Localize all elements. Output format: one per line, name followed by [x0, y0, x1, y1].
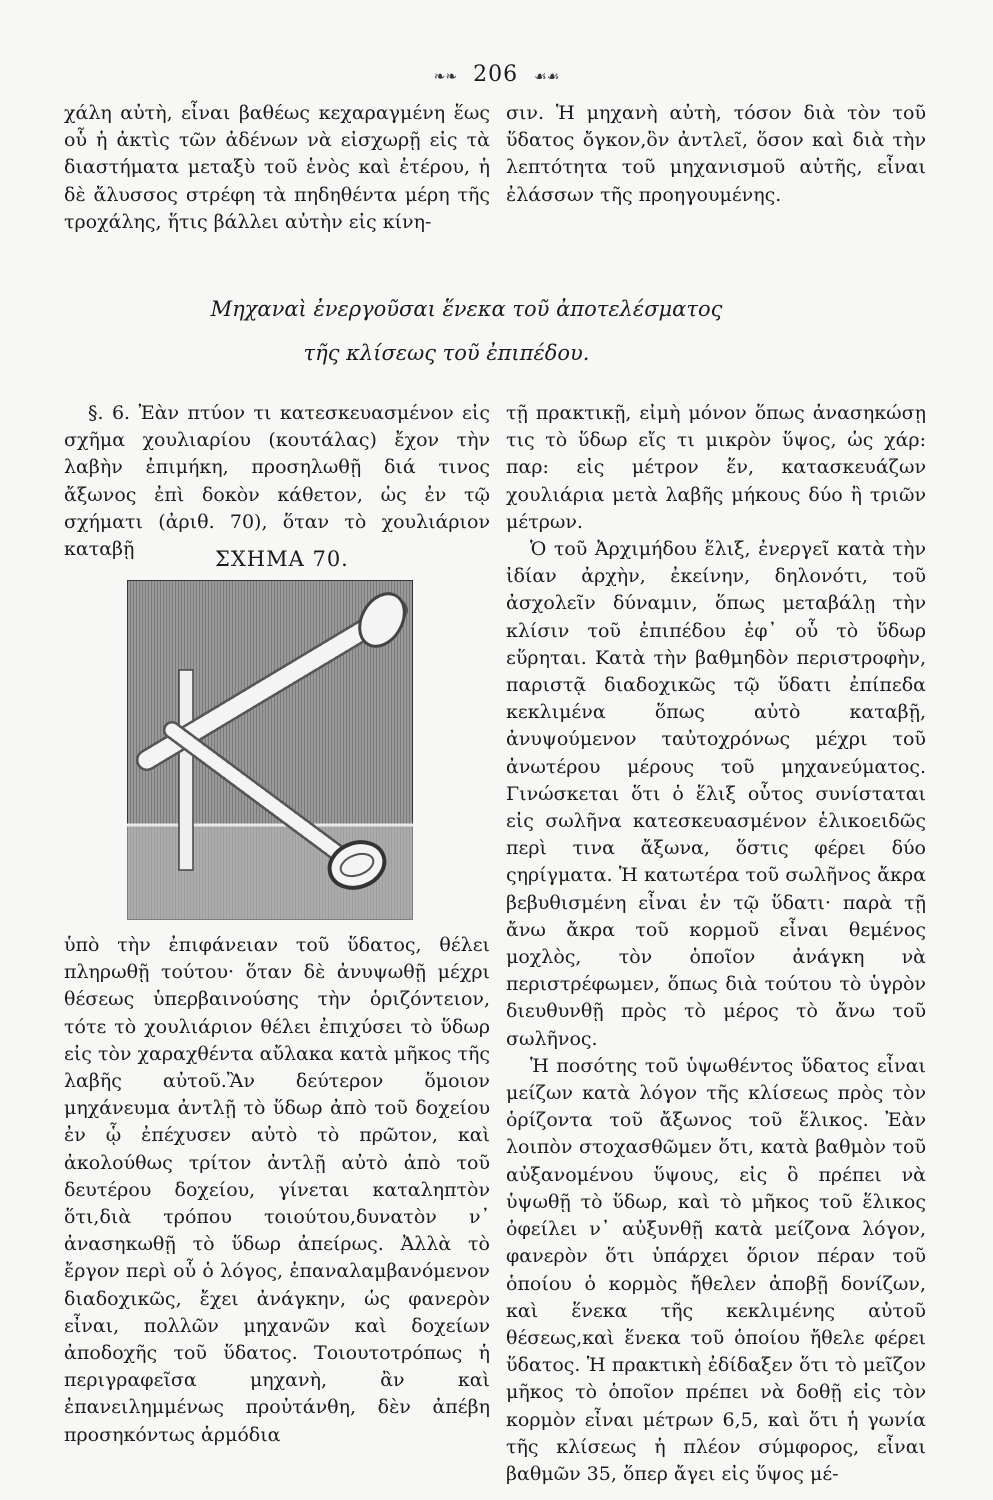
section-title-line1: Μηχαναὶ ἐνεργοῦσαι ἕνεκα τοῦ ἀποτελέσματος — [210, 297, 723, 321]
right-column-main — [506, 400, 926, 1488]
section-title-line2: τῆς κλίσεως τοῦ ἐπιπέδου. — [303, 341, 590, 365]
paragraph: ὑπὸ τὴν ἐπιφάνειαν τοῦ ὕδατος, θέλει πληρωθῇ τούτου· ὅταν δὲ ἀνυψωθῇ μέχρι θέσεως ὑπερβαινούσης τὴν ὁριζόντειον, τότε τὸ χουλιάριον θέλει ἐπιχύσει τὸ ὕδωρ εἰς τὸν χαραχθέντα αὔλακα κατὰ μῆκος τῆς λαβῆς αὐτοῦ.Ἂν δεύτερον ὅμοιον μηχάνευμα ἀντλῇ τὸ ὕδωρ ἀπὸ τοῦ δοχείου ἐν ᾧ ἐπέχυσεν αὐτὸ τὸ πρῶτον, καὶ ἀκολούθως τρίτον ἀντλῇ αὐτὸ ἀπὸ τοῦ δευτέρου δοχείου, γίνεται καταληπτὸν ὅτι,διὰ τρόπου τοιούτου,δυνατὸν ν᾽ ἀνασηκωθῇ τὸ ὕδωρ ἀπείρως. Ἀλλὰ τὸ ἔργον περὶ οὗ ὁ λόγος, ἐπαναλαμβανόμενον διαδοχικῶς, ἔχει ἀνάγκην, ὡς φανερὸν εἶναι, πολλῶν μηχανῶν καὶ δοχείων ἀποδοχῆς τοῦ ὕδατος. Τοιουτοτρόπως ἡ περιγραφεῖσα μηχανὴ, ἂν καὶ ἐπανειλημμένως προὐτάνθη, δὲν ἀπέβη προσηκόντως ἁρμόδια — [64, 934, 490, 1446]
vertical-post — [179, 670, 193, 870]
page-header — [0, 62, 993, 87]
paragraph: χάλη αὐτὴ, εἶναι βαθέως κεχαραγμένη ἕως οὗ ἡ ἀκτὶς τῶν ἀδένων νὰ εἰσχωρῇ εἰς τὰ διαστήματα μεταξὺ τοῦ ἑνὸς καὶ ἑτέρου, ἡ δὲ ἄλυσσος στρέφη τὰ πηδηθέντα μέρη τῆς τροχάλης, ἥτις βάλλει αὐτὴν εἰς κίνη- — [64, 102, 490, 233]
page-number: 206 — [473, 62, 519, 87]
figure-label: ΣΧΗΜΑ 70. — [215, 547, 349, 571]
right-ornament: ☙☙ — [534, 69, 560, 85]
paragraph: Ἡ ποσότης τοῦ ὑψωθέντος ὕδατος εἶναι μείζων κατὰ λόγον τῆς κλίσεως πρὸς τὸν ὁρίζοντα τοῦ ἄξωνος τοῦ ἕλικος. Ἐὰν λοιπὸν στοχασθῶμεν ὅτι, κατὰ βαθμὸν τοῦ αὐξανομένου ὕψους, εἰς ὃ πρέπει νὰ ὑψωθῇ τὸ ὕδωρ, καὶ τὸ μῆκος τοῦ ἕλικος ὀφείλει ν᾽ αὐξυνθῇ κατὰ μείζονα λόγον, φανερὸν ὅτι ὑπάρχει ὅριον πέραν τοῦ ὁποίου ὁ κορμὸς ἤθελεν ἀποβῇ δονίζων, καὶ ἕνεκα τῆς κεκλιμένης αὐτοῦ θέσεως,καὶ ἕνεκα τοῦ ὁποίου ἤθελε φέρει ὕδατος. Ἡ πρακτικὴ ἐδίδαξεν ὅτι τὸ μεῖζον μῆκος τὸ ὁποῖον πρέπει νὰ δοθῇ εἰς τὸν κορμὸν εἶναι μέτρων 6,5, καὶ ὅτι ἡ γωνία τῆς κλίσεως ἡ πλέον σύμφορος, εἶναι βαθμῶν 35, ὅπερ ἄγει εἰς ὕψος μέ- — [506, 1054, 926, 1485]
right-column-top — [506, 100, 926, 209]
paragraph: §. 6. Ἐὰν πτύον τι κατεσκευασμένον εἰς σχῆμα χουλιαρίου (κουτάλας) ἔχον τὴν λαβὴν ἐπιμήκη, προσηλωθῇ διά τινος ἄξωνος ἐπὶ δοκὸν κάθετον, ὡς ἐν τῷ σχήματι (ἀριθ. 70), ὅταν τὸ χουλιάριον καταβῇ — [64, 402, 490, 561]
figure-scoop-engraving — [127, 580, 413, 920]
left-column-continued — [64, 932, 490, 1449]
paragraph: τῇ πρακτικῇ, εἰμὴ μόνον ὅπως ἀνασηκώσῃ τις τὸ ὕδωρ εἴς τι μικρὸν ὕψος, ὡς χάρ: παρ: εἰς μέτρον ἕν, κατασκευάζων χουλιάρια μετὰ λαβῆς μήκους δύο ἢ τριῶν μέτρων. — [506, 402, 926, 533]
left-column-intro — [64, 400, 490, 563]
paragraph-archimedes: Ὁ τοῦ Ἀρχιμήδου ἕλιξ, ἐνεργεῖ κατὰ τὴν ἰδίαν ἀρχὴν, ἐκείνην, δηλονότι, τοῦ ἀσχολεῖν δύναμιν, ὅπως μεταβάλῃ τὴν κλίσιν τοῦ ἐπιπέδου ἐφ᾽ οὗ τὸ ὕδωρ εὕρηται. Κατὰ τὴν βαθμηδὸν περιστροφὴν, παριστᾷ διαδοχικῶς τῷ ὕδατι ἐπίπεδα κεκλιμένα ὅπως αὐτὸ καταβῇ, ἀνυψούμενον ταὐτοχρόνως μέχρι τοῦ ἀνωτέρου μέρους τοῦ μηχανεύματος. Γινώσκεται ὅτι ὁ ἕλιξ οὗτος συνίσταται εἰς σωλῆνα κατεσκευασμένον ἑλικοειδῶς περὶ τινα ἄξωνα, ὅστις φέρει δύο ςηρίγματα. Ἡ κατωτέρα τοῦ σωλῆνος ἄκρα βεβυθισμένη εἶναι ἐν τῷ ὕδατι· παρὰ τῇ ἄνω ἄκρα τοῦ κορμοῦ εἶναι θεμένος μοχλὸς, τὸν ὁποῖον ἀνάγκη νὰ περιστρέφωμεν, ὅπως διὰ τούτου τὸ ὑγρὸν διευθυνθῇ πρὸς τὸ μέρος τὸ ἄνω τοῦ σωλῆνος. — [506, 538, 926, 1050]
left-ornament: ❧❧ — [433, 69, 458, 85]
left-column-top — [64, 100, 490, 236]
paragraph: σιν. Ἡ μηχανὴ αὐτὴ, τόσον διὰ τὸν τοῦ ὕδατος ὄγκον,ὃν ἀντλεῖ, ὅσον καὶ διὰ τὴν λεπτότητα τοῦ μηχανισμοῦ αὐτῆς, εἶναι ἐλάσσων τῆς προηγουμένης. — [506, 102, 926, 206]
